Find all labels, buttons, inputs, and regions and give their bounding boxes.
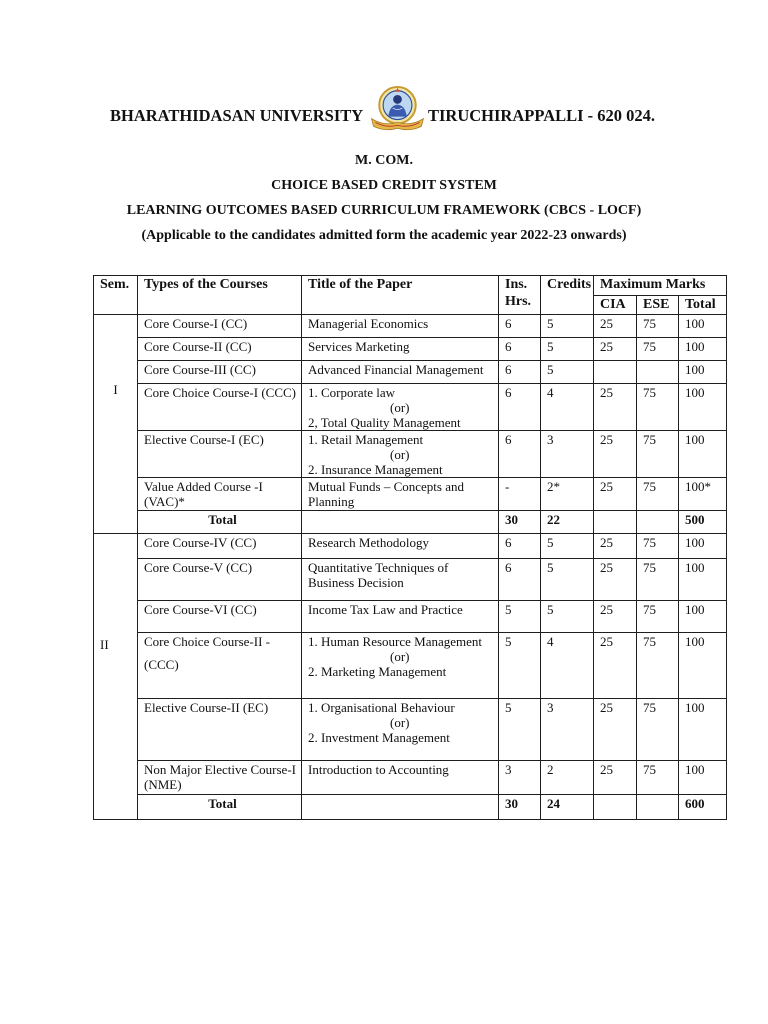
semester-cell: [94, 315, 138, 534]
ese-marks-cell: 75: [637, 384, 679, 431]
ese-marks-cell: 75: [637, 699, 679, 761]
course-type-label: Elective Course-I (EC): [144, 432, 264, 447]
credits-cell: 5: [541, 315, 594, 338]
credits-cell: 2*: [541, 478, 594, 511]
ins-hrs-cell: 6: [499, 559, 541, 601]
ese-header: ESE: [637, 296, 679, 315]
table-row: [94, 338, 727, 361]
cia-marks-cell: 25: [594, 559, 637, 601]
paper-title-cell: [302, 431, 499, 478]
cia-marks-cell: 25: [594, 315, 637, 338]
paper-title-cell: [302, 601, 499, 633]
course-type-cell: [138, 315, 302, 338]
paper-title-cell: [302, 534, 499, 559]
total-row-title-cell: [302, 511, 499, 534]
paper-title-cell: [302, 633, 499, 699]
university-emblem-icon: [369, 85, 426, 133]
total-marks-cell: 100*: [679, 478, 727, 511]
paper-title-line: (or): [390, 400, 410, 415]
table-row: [94, 431, 727, 478]
course-type-cell: [138, 559, 302, 601]
total-marks-cell: 100: [679, 315, 727, 338]
cia-marks-cell: 25: [594, 601, 637, 633]
ese-marks-cell: [637, 361, 679, 384]
table-row: [94, 699, 727, 761]
course-type-label: (CCC): [144, 657, 179, 672]
ese-marks-cell: 75: [637, 534, 679, 559]
paper-title-cell: [302, 338, 499, 361]
document-titles: [0, 152, 768, 252]
total-marks-cell: 100: [679, 534, 727, 559]
paper-title-line: Services Marketing: [308, 339, 410, 354]
total-marks-cell: 100: [679, 601, 727, 633]
credits-cell: 5: [541, 559, 594, 601]
maximum-marks-header: Maximum Marks: [594, 276, 727, 296]
total-row-label: Total: [138, 511, 302, 534]
cia-header: CIA: [594, 296, 637, 315]
total-row: [94, 795, 727, 820]
course-type-label: (NME): [144, 777, 182, 792]
paper-title-line: 2. Insurance Management: [308, 462, 443, 477]
total-marks-cell: 100: [679, 361, 727, 384]
table-row: [94, 761, 727, 795]
table-row: [94, 601, 727, 633]
ins-hrs-cell: 3: [499, 761, 541, 795]
paper-title-line: Advanced Financial Management: [308, 362, 484, 377]
course-type-label: Core Course-I (CC): [144, 316, 248, 331]
total-row-ins-hrs-cell: 30: [499, 511, 541, 534]
ese-marks-cell: 75: [637, 761, 679, 795]
table-row: [94, 559, 727, 601]
paper-title-line: (or): [390, 447, 410, 462]
ins-hrs-cell: 6: [499, 534, 541, 559]
ins-hrs-cell: 6: [499, 338, 541, 361]
programme-title: M. COM.: [355, 153, 413, 168]
ese-marks-cell: 75: [637, 478, 679, 511]
ese-marks-cell: 75: [637, 601, 679, 633]
total-row-cia-marks-cell: [594, 511, 637, 534]
course-type-cell: [138, 761, 302, 795]
cia-marks-cell: 25: [594, 633, 637, 699]
paper-title-line: 2. Investment Management: [308, 730, 450, 745]
ins-hrs-header-line: Hrs.: [505, 294, 532, 309]
credits-cell: 5: [541, 338, 594, 361]
table-row: [94, 478, 727, 511]
credits-cell: 4: [541, 384, 594, 431]
table-header-row: [94, 276, 727, 296]
ins-hrs-cell: 6: [499, 361, 541, 384]
ins-hrs-cell: 6: [499, 431, 541, 478]
ins-hrs-header-line: Ins.: [505, 277, 528, 292]
paper-title-line: Planning: [308, 494, 355, 509]
cia-marks-cell: 25: [594, 761, 637, 795]
total-marks-cell: 100: [679, 633, 727, 699]
ese-marks-cell: 75: [637, 431, 679, 478]
paper-title-line: Mutual Funds – Concepts and: [308, 479, 464, 494]
total-row-cia-marks-cell: [594, 795, 637, 820]
semester-label: I: [113, 382, 118, 397]
course-type-label: Core Course-III (CC): [144, 362, 256, 377]
paper-title-line: 1. Retail Management: [308, 432, 424, 447]
credits-cell: 2: [541, 761, 594, 795]
paper-title-header: Title of the Paper: [302, 276, 499, 315]
total-row: [94, 511, 727, 534]
course-type-cell: [138, 699, 302, 761]
paper-title-cell: [302, 315, 499, 338]
ins-hrs-cell: 6: [499, 315, 541, 338]
paper-title-line: (or): [390, 649, 410, 664]
university-name: BHARATHIDASAN UNIVERSITY: [110, 106, 364, 125]
course-type-label: Core Course-II (CC): [144, 339, 252, 354]
course-type-label: Core Course-VI (CC): [144, 602, 257, 617]
paper-title-line: Quantitative Techniques of: [308, 560, 449, 575]
ins-hrs-cell: -: [499, 478, 541, 511]
paper-title-line: Income Tax Law and Practice: [308, 602, 463, 617]
total-row-title-cell: [302, 795, 499, 820]
table-row: [94, 384, 727, 431]
course-type-label: Core Course-V (CC): [144, 560, 253, 575]
course-type-label: Value Added Course -I: [144, 479, 263, 494]
total-marks-header: Total: [679, 296, 727, 315]
course-type-label: Core Choice Course-I (CCC): [144, 385, 297, 400]
paper-title-cell: [302, 761, 499, 795]
table-row: [94, 534, 727, 559]
course-type-cell: [138, 384, 302, 431]
cia-marks-cell: 25: [594, 431, 637, 478]
total-marks-cell: 100: [679, 699, 727, 761]
total-row-credits-cell: 24: [541, 795, 594, 820]
ese-marks-cell: 75: [637, 338, 679, 361]
semester-cell: [94, 534, 138, 820]
ins-hrs-cell: 5: [499, 601, 541, 633]
credits-cell: 5: [541, 361, 594, 384]
cia-marks-cell: [594, 361, 637, 384]
ins-hrs-cell: 5: [499, 633, 541, 699]
course-type-cell: [138, 338, 302, 361]
paper-title-line: Managerial Economics: [308, 316, 429, 331]
ese-marks-cell: 75: [637, 633, 679, 699]
total-marks-cell: 100: [679, 384, 727, 431]
total-row-label: Total: [138, 795, 302, 820]
ese-marks-cell: 75: [637, 559, 679, 601]
paper-title-line: 1. Human Resource Management: [308, 634, 483, 649]
sem-header: Sem.: [94, 276, 138, 315]
course-type-cell: [138, 361, 302, 384]
cia-marks-cell: 25: [594, 338, 637, 361]
cia-marks-cell: 25: [594, 534, 637, 559]
paper-title-line: 2, Total Quality Management: [308, 415, 461, 430]
total-row-ese-marks-cell: [637, 511, 679, 534]
credits-cell: 3: [541, 431, 594, 478]
paper-title-line: 2. Marketing Management: [308, 664, 447, 679]
university-address: TIRUCHIRAPPALLI - 620 024.: [428, 106, 656, 125]
course-type-cell: [138, 633, 302, 699]
course-type-label: Elective Course-II (EC): [144, 700, 269, 715]
table-row: [94, 315, 727, 338]
university-logo: [369, 85, 426, 133]
course-type-label: Core Choice Course-II -: [144, 634, 270, 649]
total-row-total-marks-cell: 600: [679, 795, 727, 820]
paper-title-line: 1. Corporate law: [308, 385, 396, 400]
total-marks-cell: 100: [679, 559, 727, 601]
credits-cell: 3: [541, 699, 594, 761]
paper-title-cell: [302, 478, 499, 511]
cia-marks-cell: 25: [594, 478, 637, 511]
total-row-ese-marks-cell: [637, 795, 679, 820]
ese-marks-cell: 75: [637, 315, 679, 338]
credits-cell: 4: [541, 633, 594, 699]
paper-title-cell: [302, 699, 499, 761]
credit-system-title: CHOICE BASED CREDIT SYSTEM: [271, 178, 497, 193]
credits-cell: 5: [541, 534, 594, 559]
total-row-credits-cell: 22: [541, 511, 594, 534]
course-types-header: Types of the Courses: [138, 276, 302, 315]
semester-label: II: [100, 637, 109, 652]
credits-header: Credits: [541, 276, 594, 315]
course-type-label: Core Course-IV (CC): [144, 535, 257, 550]
cia-marks-cell: 25: [594, 384, 637, 431]
paper-title-line: (or): [390, 715, 410, 730]
total-marks-cell: 100: [679, 431, 727, 478]
ins-hrs-header: [499, 276, 541, 315]
paper-title-line: Introduction to Accounting: [308, 762, 449, 777]
course-type-cell: [138, 601, 302, 633]
course-type-cell: [138, 431, 302, 478]
paper-title-line: Business Decision: [308, 575, 404, 590]
ins-hrs-cell: 6: [499, 384, 541, 431]
total-marks-cell: 100: [679, 338, 727, 361]
course-type-cell: [138, 534, 302, 559]
table-row: [94, 633, 727, 699]
total-row-total-marks-cell: 500: [679, 511, 727, 534]
table-row: [94, 361, 727, 384]
cia-marks-cell: 25: [594, 699, 637, 761]
paper-title-line: Research Methodology: [308, 535, 429, 550]
framework-title: LEARNING OUTCOMES BASED CURRICULUM FRAMEWORK (CBCS - LOCF): [126, 203, 642, 218]
course-type-label: Non Major Elective Course-I: [144, 762, 296, 777]
paper-title-cell: [302, 559, 499, 601]
ins-hrs-cell: 5: [499, 699, 541, 761]
total-row-ins-hrs-cell: 30: [499, 795, 541, 820]
curriculum-table: [93, 275, 727, 820]
course-type-label: (VAC)*: [144, 494, 185, 509]
curriculum-body: [94, 315, 727, 820]
paper-title-line: 1. Organisational Behaviour: [308, 700, 455, 715]
paper-title-cell: [302, 384, 499, 431]
applicability-note: (Applicable to the candidates admitted form the academic year 2022-23 onwards): [141, 228, 627, 243]
credits-cell: 5: [541, 601, 594, 633]
total-marks-cell: 100: [679, 761, 727, 795]
paper-title-cell: [302, 361, 499, 384]
course-type-cell: [138, 478, 302, 511]
